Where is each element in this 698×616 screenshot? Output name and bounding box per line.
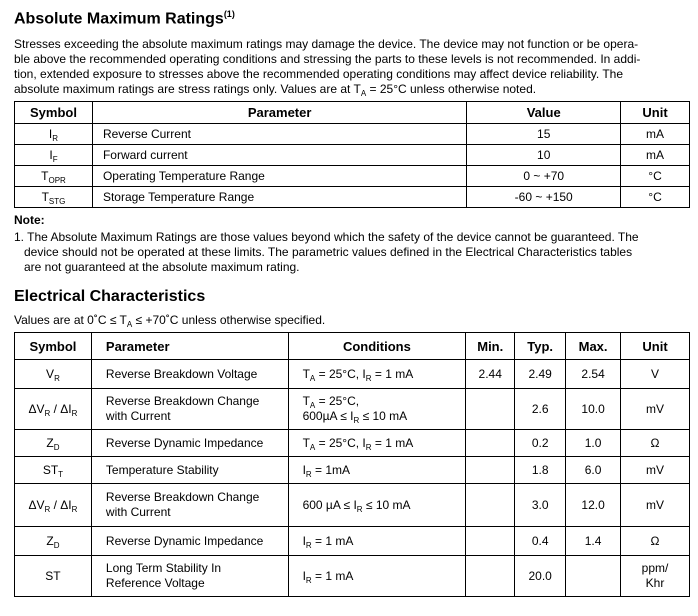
elec-title: Electrical Characteristics bbox=[14, 288, 206, 305]
elec-header-unit: Unit bbox=[621, 333, 690, 360]
table-row: $ST_T$ Temperature Stability $I_R = 1mA$ 1.8 6.0 mV bbox=[15, 457, 690, 484]
abs-max-title: Absolute Maximum Ratings$^{(1)}$ bbox=[14, 9, 235, 28]
elec-header-symbol: Symbol bbox=[15, 333, 92, 360]
abs-header-unit: Unit bbox=[621, 102, 690, 124]
abs-header-symbol: Symbol bbox=[15, 102, 93, 124]
elec-header-conditions: Conditions bbox=[288, 333, 466, 360]
table-row: $Z_D$ Reverse Dynamic Impedance $T_A = 25^\circ C$, $I_R = 1$ mA 0.2 1.0 Ω bbox=[15, 430, 690, 457]
table-row: $\Delta V_R / \Delta I_R$ Reverse Breakdown Change with Current $T_A = 25^\circ C$, $600\mu A \le I_R \le 10$ mA 2.6 10.0 mV bbox=[15, 389, 690, 430]
note-label: Note: bbox=[14, 213, 45, 227]
abs-header-parameter: Parameter bbox=[92, 102, 466, 124]
abs-intro: Stresses exceeding the absolute maximum ratings may damage the device. The device may not function or be opera- ble above the recommended operating conditions and stressing the parts to these levels is not recommended. In addi- tion, extended exposure to stresses above the recommended operating conditions may affect device reliability. The absolute maximum ratings are stress ratings only. Values are at $T_A = 25^\circ C$ unless otherwise noted. bbox=[14, 37, 641, 98]
note-text: 1. The Absolute Maximum Ratings are those values beyond which the safety of the device cannot be guaranteed. The device should not be operated at these limits. The parametric values defined in the Electrical Characteristics tables are not guaranteed at the absolute maximum rating. bbox=[14, 230, 639, 274]
table-row: ST Long Term Stability In Reference Voltage $I_R = 1$ mA 20.0 ppm/ Khr bbox=[15, 556, 690, 597]
table-row: $V_R$ Reverse Breakdown Voltage $T_A = 25^\circ C$, $I_R = 1$ mA 2.44 2.49 2.54 V bbox=[15, 360, 690, 389]
table-row: $T_{OPR}$ Operating Temperature Range 0 ~ +70 °C bbox=[15, 166, 690, 187]
abs-max-table bbox=[14, 101, 690, 208]
table-row: $\Delta V_R / \Delta I_R$ Reverse Breakdown Change with Current 600 $\mu A \le I_R \le 10$ mA 3.0 12.0 mV bbox=[15, 484, 690, 527]
table-row: $I_F$ Forward current 10 mA bbox=[15, 145, 690, 166]
abs-header-value: Value bbox=[467, 102, 621, 124]
elec-header-parameter: Parameter bbox=[91, 333, 288, 360]
table-row: $I_R$ Reverse Current 15 mA bbox=[15, 124, 690, 145]
elec-header-typ: Typ. bbox=[515, 333, 566, 360]
table-row: $T_{STG}$ Storage Temperature Range -60 ~ +150 °C bbox=[15, 187, 690, 208]
elec-header-max: Max. bbox=[566, 333, 621, 360]
elec-header-min: Min. bbox=[466, 333, 515, 360]
elec-conditions: Values are at 0˚C ≤ $T_A$ ≤ +70˚C unless otherwise specified. bbox=[14, 313, 326, 329]
elec-table bbox=[14, 332, 690, 597]
table-row: $Z_D$ Reverse Dynamic Impedance $I_R = 1$ mA 0.4 1.4 Ω bbox=[15, 527, 690, 556]
